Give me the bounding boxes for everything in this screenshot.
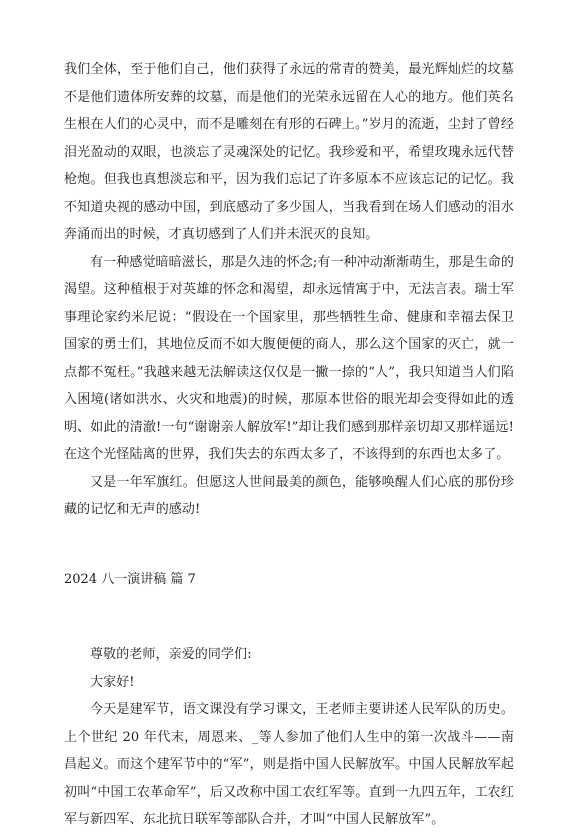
- paragraph-tribute: 我们全体，至于他们自己，他们获得了永远的常青的赞美，最光辉灿烂的坟墓不是他们遗体所安葬的坟墓，而是他们的光荣永远留在人心的地方。他们英名生根在人们的心灵中，而不是雕刻在有形的石碑上。”岁月的流逝，尘封了曾经泪光盈动的双眼，也淡忘了灵魂深处的记忆。我珍爱和平，希望玫瑰永远代替枪炮。但我也真想淡忘和平，因为我们忘记了许多原本不应该忘记的记忆。我不知道央视的感动中国，到底感动了多少国人，当我看到在场人们感动的泪水奔涌而出的时候，才真切感到了人们并未泯灭的良知。: [64, 62, 514, 242]
- section-title: 2024 八一演讲稿 篇 7: [64, 571, 196, 587]
- section-spacer: [64, 524, 514, 566]
- paragraph-army-history: 今天是建军节，语文课没有学习课文，王老师主要讲述人民军队的历史。上个世纪 20 年代末，周恩来、_等人参加了他们人生中的第一次战斗——南昌起义。而这个建军节中的“军”，则是指中国人民解放军。中国人民解放军起初叫“中国工农革命军”，后又改称中国工农红军等。直到一九四五年，工农红军与新四军、东北抗日联军等部队合并，才叫“中国人民解放军”。: [64, 702, 514, 827]
- paragraph-closing: 又是一年军旗红。但愿这人世间最美的颜色，能够唤醒人们心底的那份珍藏的记忆和无声的感动!: [64, 474, 514, 517]
- section-spacer: [64, 593, 514, 641]
- paragraph-longing: 有一种感觉暗暗滋长，那是久违的怀念;有一种冲动渐渐萌生，那是生命的渴望。这种植根于对英雄的怀念和渴望，却永远情寓于中，无法言表。瑞士军事理论家约米尼说：“假设在一个国家里，那些牺牲生命、健康和幸福去保卫国家的勇士们，其地位反而不如大腹便便的商人，那么这个国家的灭亡，就一点都不冤枉。”我越来越无法解读这仅仅是一撇一捺的“人”，我只知道当人们陷入困境(诸如洪水、火灾和地震)的时候，那原本世俗的眼光却会变得如此的透明、如此的清澈!一句“谢谢亲人解放军!”却让我们感到那样亲切却又那样遥远!在这个光怪陆离的世界，我们失去的东西太多了，不该得到的东西也太多了。: [64, 254, 514, 462]
- greeting: 大家好!: [90, 674, 135, 690]
- salutation: 尊敬的老师，亲爱的同学们:: [90, 647, 252, 662]
